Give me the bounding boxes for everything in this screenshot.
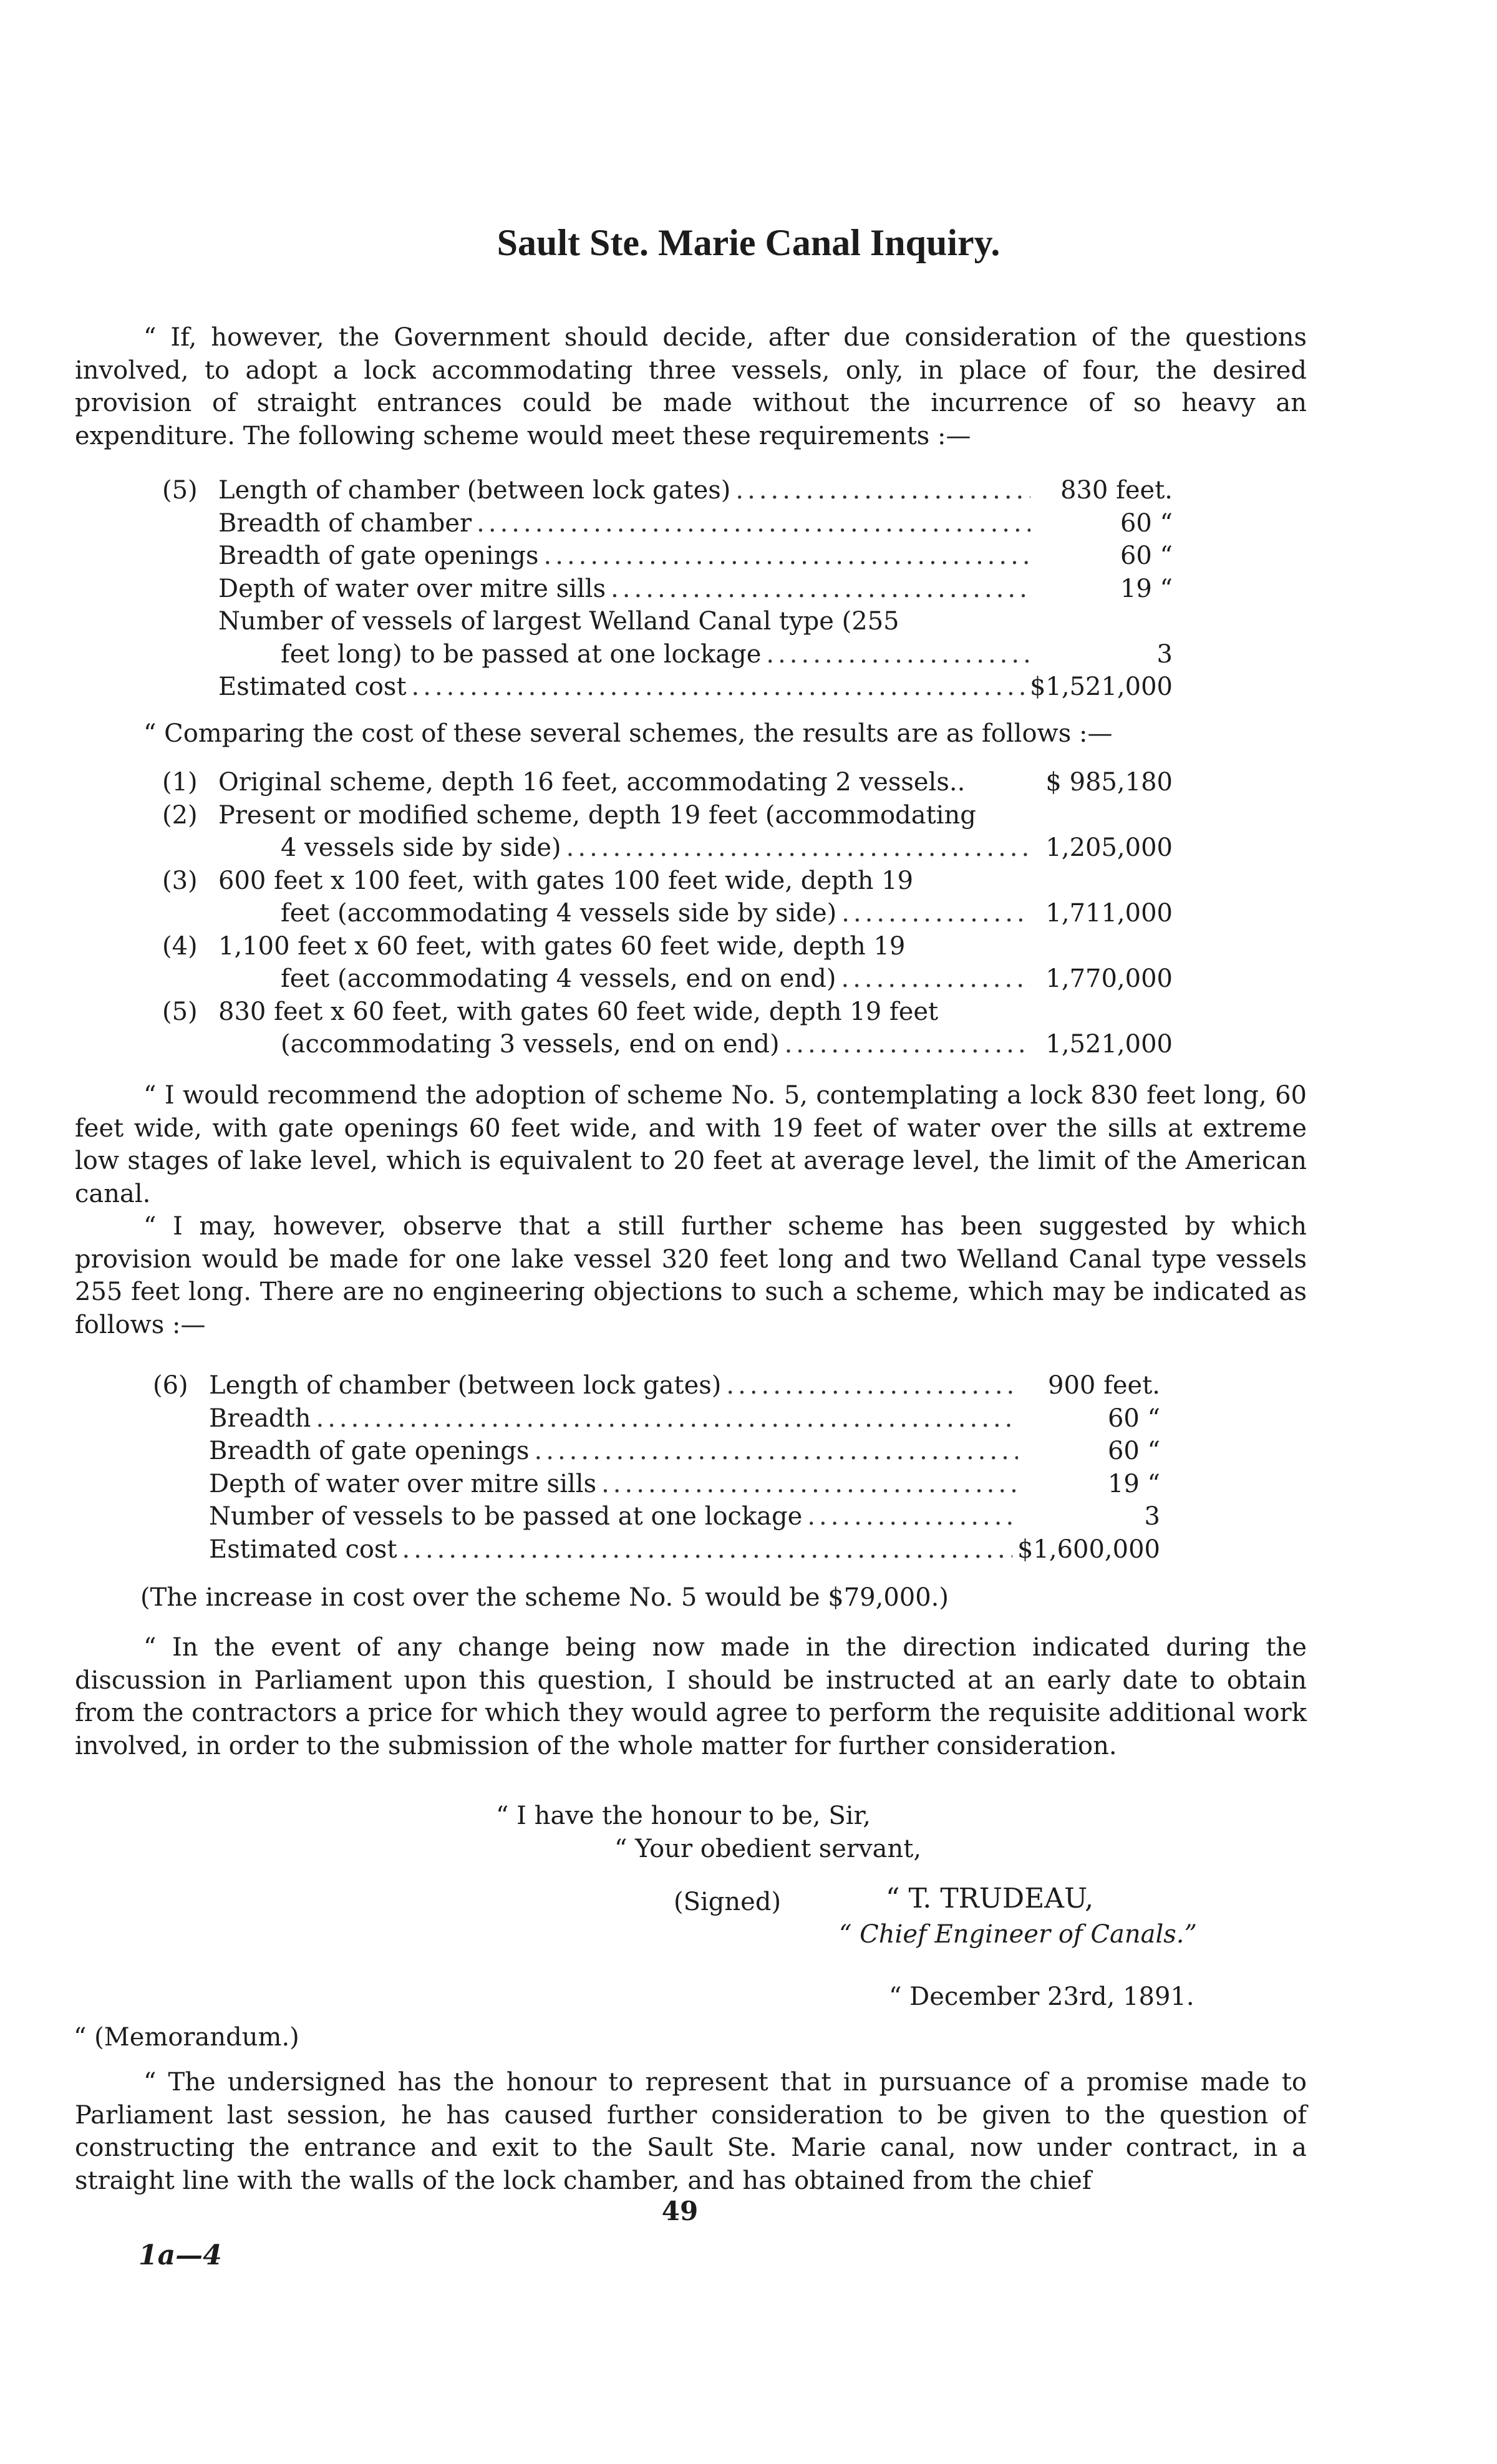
scheme-5-table [162, 474, 1173, 704]
scheme-5-row [162, 573, 1173, 606]
row-label: feet long) to be passed at one lockage [281, 639, 762, 669]
row-label: 1,100 feet x 60 feet, with gates 60 feet wide, depth 19 [218, 931, 906, 961]
leader-dots [841, 897, 1030, 930]
memorandum-text: “ The undersigned has the honour to represent that in pursuance of a promise made to Parliament last session, he has caused further consideration to be given to the question of constructing the entrance and exit to the Sault Ste. Marie canal, now under contract, in a straight line with the walls of the lock chamber, and has obtained from the chief [75, 2068, 1307, 2195]
leader-dots [726, 1369, 1018, 1402]
sheet-mark: 1a—4 [138, 2239, 222, 2271]
scheme-6-row [153, 1468, 1160, 1501]
row-label: Breadth of chamber [218, 508, 472, 538]
signed-label: (Signed) [674, 1888, 782, 1916]
scheme-6-table [153, 1369, 1160, 1566]
scheme-5-row [162, 507, 1173, 540]
scheme-number: (4) [162, 931, 198, 961]
comparison-table [162, 766, 1173, 1061]
row-label: Depth of water over mitre sills [218, 574, 606, 603]
leader-dots [785, 1028, 1030, 1061]
leader-dots [735, 474, 1030, 507]
scheme-number: (5) [162, 997, 198, 1026]
increase-note [140, 1581, 1263, 1614]
row-value: 3 [1156, 639, 1173, 669]
row-value: 900 feet. [1048, 1371, 1160, 1400]
recommend-paragraph [75, 1079, 1307, 1341]
page-title: Sault Ste. Marie Canal Inquiry. [497, 222, 1000, 263]
comparison-row [162, 799, 1173, 832]
further-text: “ I may, however, observe that a still further scheme has been suggested by which provision would be made for one lake vessel 320 feet long and two Welland Canal type vessels 255 feet long. There are no engineering objections to such a scheme, which may be indicated as follows :— [75, 1212, 1307, 1339]
scheme-6-row [153, 1402, 1160, 1435]
comparison-row [162, 766, 1173, 799]
comparison-row [162, 865, 1173, 898]
increase-note-text: (The increase in cost over the scheme No. 5 would be $79,000.) [140, 1583, 949, 1612]
row-label: Breadth of gate openings [218, 541, 539, 570]
page-number: 49 [661, 2196, 699, 2226]
row-label: Number of vessels of largest Welland Canal type (255 [218, 607, 899, 636]
closing-line-1: “ I have the honour to be, Sir, [496, 1802, 871, 1830]
scheme-5-row [162, 605, 1173, 638]
row-value: 1,205,000 [1045, 833, 1173, 862]
scheme-5-row [162, 474, 1173, 507]
row-label: 600 feet x 100 feet, with gates 100 feet wide, depth 19 [218, 866, 914, 895]
scheme-6-row [153, 1500, 1160, 1533]
leader-dots [316, 1402, 1018, 1435]
leader-dots [611, 573, 1030, 606]
scheme-number: (6) [153, 1371, 188, 1400]
row-value: 3 [1144, 1502, 1160, 1531]
comparing-paragraph [75, 717, 1307, 750]
leader-dots [807, 1500, 1018, 1533]
row-value: $1,521,000 [1029, 672, 1173, 701]
memorandum-label: “ (Memorandum.) [74, 2023, 299, 2052]
row-label: Depth of water over mitre sills [209, 1469, 597, 1498]
row-label: feet (accommodating 4 vessels side by side) [281, 899, 837, 928]
row-value: 60 “ [1107, 1404, 1160, 1433]
row-value: 60 “ [1120, 541, 1173, 570]
leader-dots [566, 832, 1030, 865]
closing-line-2: “ Your obedient servant, [614, 1835, 922, 1863]
scheme-5-row [162, 671, 1173, 704]
leader-dots [601, 1468, 1018, 1501]
row-label: Original scheme, depth 16 feet, accommodating 2 vessels.. [218, 768, 966, 797]
leader-dots [412, 671, 1025, 704]
scheme-6-row [153, 1435, 1160, 1468]
comparison-row [162, 963, 1173, 996]
comparing-text: “ Comparing the cost of these several schemes, the results are as follows :— [143, 719, 1113, 748]
scheme-5-row [162, 540, 1173, 573]
row-label: Estimated cost [209, 1535, 397, 1564]
scheme-number: (2) [162, 800, 198, 830]
comparison-row [162, 930, 1173, 963]
scheme-number: (5) [162, 476, 198, 505]
scheme-6-row [153, 1533, 1160, 1566]
row-label: Length of chamber (between lock gates) [218, 476, 731, 505]
letter-date: “ December 23rd, 1891. [889, 1982, 1194, 2011]
leader-dots [841, 963, 1031, 996]
scheme-number: (1) [162, 768, 198, 797]
comparison-row [162, 1028, 1173, 1061]
row-label: Breadth of gate openings [209, 1437, 530, 1465]
row-label: Estimated cost [218, 672, 407, 701]
row-label: 4 vessels side by side) [281, 833, 561, 862]
leader-dots [766, 638, 1030, 671]
row-label: Breadth [209, 1404, 311, 1433]
scheme-number: (3) [162, 866, 198, 895]
scheme-5-row [162, 638, 1173, 671]
row-value: 830 feet. [1060, 476, 1173, 505]
row-label: Present or modified scheme, depth 19 feet (accommodating [218, 800, 976, 830]
row-value: 60 “ [1120, 508, 1173, 538]
row-value: 19 “ [1120, 574, 1173, 603]
comparison-row [162, 996, 1173, 1029]
row-value: 1,770,000 [1045, 964, 1173, 993]
scheme-6-row [153, 1369, 1160, 1402]
leader-dots [402, 1533, 1012, 1566]
row-label: Length of chamber (between lock gates) [209, 1371, 722, 1400]
comparison-row [162, 832, 1173, 865]
intro-text: “ If, however, the Government should decide, after due consideration of the questions involved, to adopt a lock accommodating three vessels, only, in place of four, the desired provision of straight entrances could be made without the incurrence of so heavy an expenditure. The following scheme would meet these requirements :— [75, 323, 1307, 450]
row-label: Number of vessels to be passed at one lockage [209, 1502, 803, 1531]
row-value: 1,711,000 [1045, 899, 1173, 928]
event-text: “ In the event of any change being now made in the direction indicated during the discussion in Parliament upon this question, I should be instructed at an early date to obtain from the contractors a price for which they would agree to perform the requisite additional work involved, in order to the submission of the whole matter for further consideration. [75, 1633, 1307, 1760]
comparison-row [162, 897, 1173, 930]
row-value: 60 “ [1107, 1437, 1160, 1465]
row-value: $ 985,180 [1045, 768, 1173, 797]
signatory-role: “ Chief Engineer of Canals.” [839, 1920, 1197, 1949]
row-value: 19 “ [1107, 1469, 1160, 1498]
leader-dots [535, 1435, 1018, 1468]
event-paragraph [75, 1631, 1307, 1762]
memorandum-paragraph [75, 2066, 1307, 2197]
leader-dots [544, 540, 1030, 573]
row-label: feet (accommodating 4 vessels, end on end) [281, 964, 836, 993]
leader-dots [477, 507, 1030, 540]
recommend-text: “ I would recommend the adoption of scheme No. 5, contemplating a lock 830 feet long, 60 feet wide, with gate openings 60 feet wide, and with 19 feet of water over the sills at extreme low stages of lake level, which is equivalent to 20 feet at average level, the limit of the American canal. [75, 1081, 1307, 1208]
signatory-name: “ T. TRUDEAU, [886, 1883, 1094, 1914]
intro-paragraph [75, 321, 1307, 452]
row-value: $1,600,000 [1017, 1535, 1160, 1564]
row-value: 1,521,000 [1045, 1030, 1173, 1059]
row-label: 830 feet x 60 feet, with gates 60 feet wide, depth 19 feet [218, 997, 939, 1026]
row-label: (accommodating 3 vessels, end on end) [281, 1030, 780, 1059]
